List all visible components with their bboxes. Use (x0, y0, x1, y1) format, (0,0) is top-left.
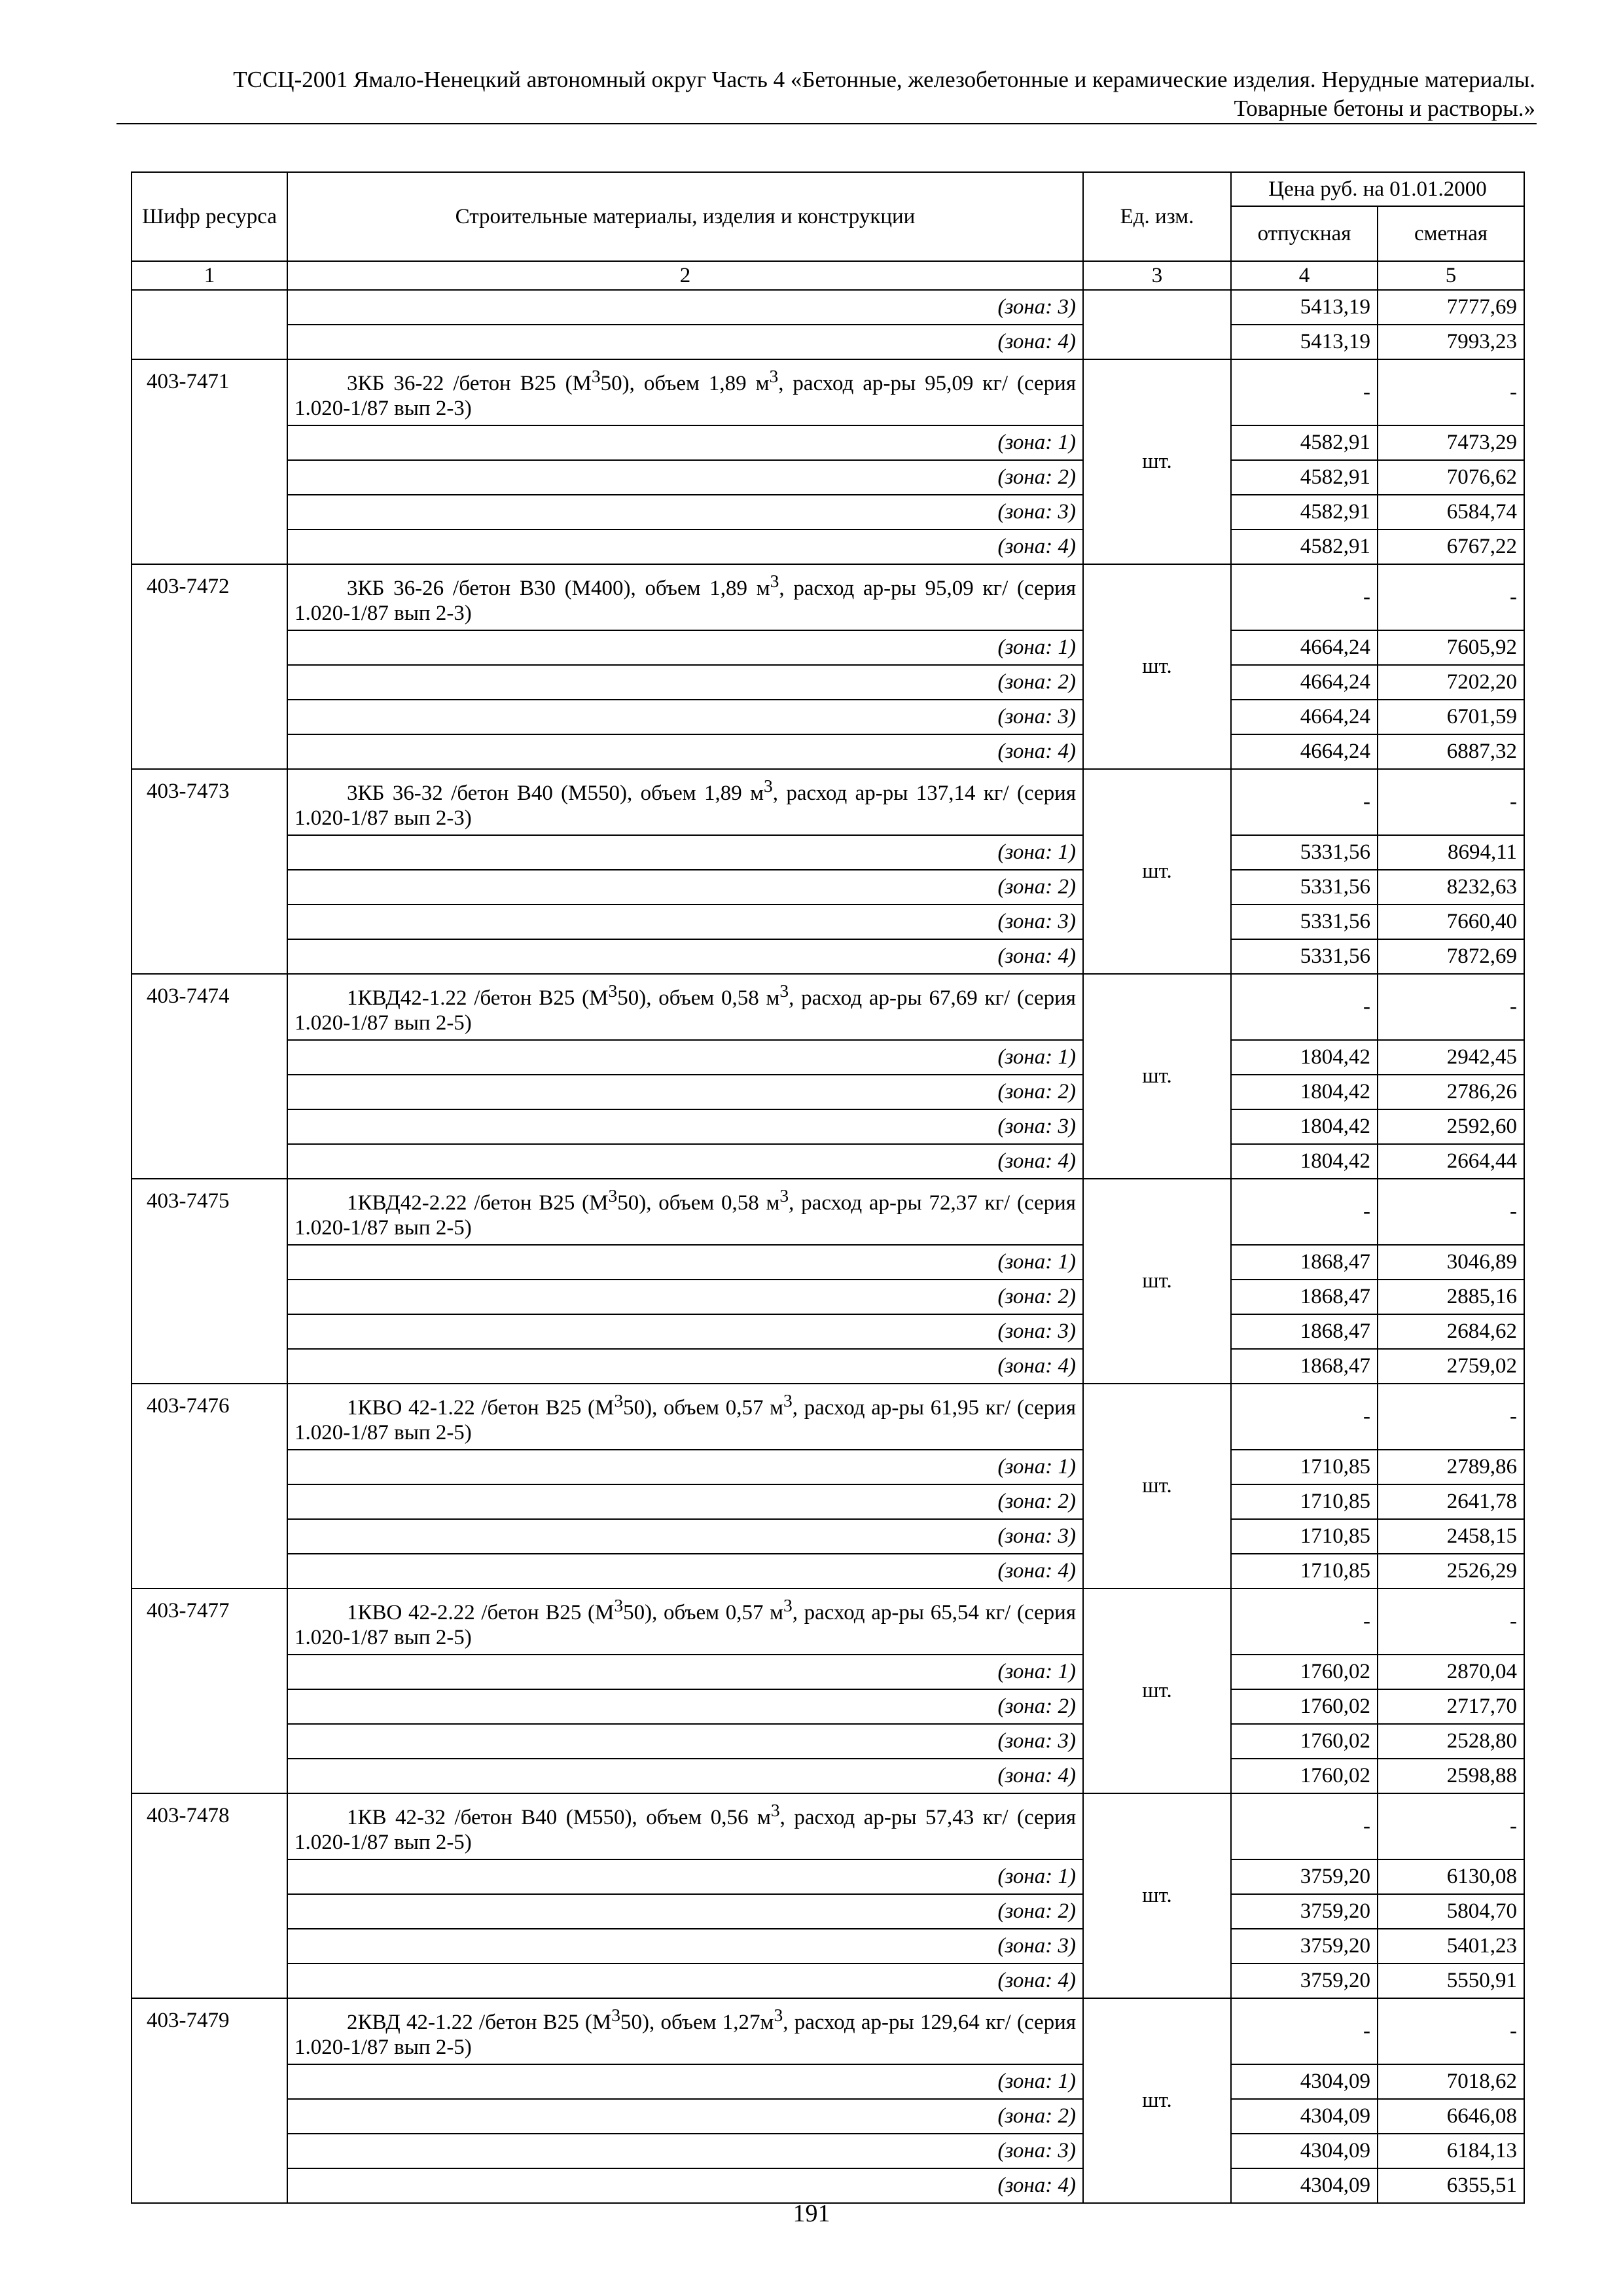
col-number: 2 (287, 261, 1083, 290)
release-price: 3759,20 (1231, 1929, 1378, 1964)
col-header-estimate: сметная (1378, 206, 1524, 261)
estimate-price: - (1378, 1793, 1524, 1859)
description-text: 50), объем 1,27м (620, 2011, 774, 2034)
zone-label: (зона: 3) (287, 1314, 1083, 1349)
col-header-release: отпускная (1231, 206, 1378, 261)
zone-row (132, 1450, 1524, 1484)
superscript: 3 (783, 1390, 793, 1410)
page-header (116, 65, 1535, 123)
table-row (132, 1384, 1524, 1450)
resource-code: 403-7478 (132, 1793, 287, 1998)
estimate-price: 3046,89 (1378, 1245, 1524, 1280)
release-price: 4304,09 (1231, 2064, 1378, 2099)
estimate-price: 6130,08 (1378, 1859, 1524, 1894)
zone-label: (зона: 2) (287, 460, 1083, 495)
zone-label: (зона: 2) (287, 1075, 1083, 1109)
release-price: 4664,24 (1231, 665, 1378, 700)
table-row (132, 1588, 1524, 1655)
estimate-price: 2870,04 (1378, 1655, 1524, 1689)
estimate-price: 2664,44 (1378, 1144, 1524, 1179)
col-number: 5 (1378, 261, 1524, 290)
resource-code: 403-7476 (132, 1384, 287, 1588)
col-header-code: Шифр ресурса (132, 172, 287, 261)
table-row (132, 1179, 1524, 1245)
zone-label: (зона: 2) (287, 1894, 1083, 1929)
zone-label: (зона: 4) (287, 325, 1083, 359)
release-price: 1710,85 (1231, 1554, 1378, 1588)
zone-row (132, 290, 1524, 325)
zone-row (132, 1144, 1524, 1179)
page-number: 191 (793, 2200, 830, 2227)
zone-row (132, 1314, 1524, 1349)
description-text: 3КБ 36-26 /бетон В30 (М400), объем 1,89 м (347, 577, 770, 600)
zone-row (132, 2064, 1524, 2099)
superscript: 3 (614, 1595, 624, 1615)
description-text: , расход ар-ры 65,54 кг/ (серия 1.020-1/87 вып 2-5) (294, 1601, 1077, 1649)
estimate-price: 8232,63 (1378, 870, 1524, 905)
release-price: 4582,91 (1231, 425, 1378, 460)
resource-code: 403-7477 (132, 1588, 287, 1793)
description-text: 50), объем 0,57 м (623, 1601, 783, 1624)
zone-row (132, 835, 1524, 870)
release-price: 3759,20 (1231, 1964, 1378, 1998)
release-price: - (1231, 1179, 1378, 1245)
unit-of-measure: шт. (1083, 1588, 1231, 1793)
estimate-price: 7605,92 (1378, 630, 1524, 665)
zone-row (132, 1724, 1524, 1759)
material-description (287, 564, 1083, 630)
table-body (132, 290, 1524, 2203)
estimate-price: 2942,45 (1378, 1040, 1524, 1075)
release-price: 1760,02 (1231, 1655, 1378, 1689)
zone-label: (зона: 3) (287, 495, 1083, 529)
description-text: , расход ар-ры 72,37 кг/ (серия 1.020-1/87 вып 2-5) (294, 1191, 1076, 1240)
zone-label: (зона: 1) (287, 2064, 1083, 2099)
zone-row (132, 2168, 1524, 2203)
code-cell (132, 290, 287, 359)
zone-label: (зона: 1) (287, 1450, 1083, 1484)
superscript: 3 (614, 1390, 624, 1410)
estimate-price: 6767,22 (1378, 529, 1524, 564)
release-price: 4664,24 (1231, 630, 1378, 665)
unit-of-measure: шт. (1083, 1384, 1231, 1588)
estimate-price: 2759,02 (1378, 1349, 1524, 1384)
description-text: , расход ар-ры 57,43 кг/ (серия 1.020-1/87 вып 2-5) (294, 1806, 1076, 1854)
zone-label: (зона: 3) (287, 290, 1083, 325)
estimate-price: - (1378, 1998, 1524, 2064)
description-text: , расход ар-ры 95,09 кг/ (серия 1.020-1/87 вып 2-3) (294, 577, 1077, 625)
release-price: - (1231, 359, 1378, 425)
estimate-price: - (1378, 1588, 1524, 1655)
release-price: 4582,91 (1231, 495, 1378, 529)
price-table (131, 171, 1525, 2204)
zone-label: (зона: 1) (287, 1655, 1083, 1689)
estimate-price: 2789,86 (1378, 1450, 1524, 1484)
superscript: 3 (764, 776, 773, 796)
zone-row (132, 665, 1524, 700)
material-description (287, 1179, 1083, 1245)
zone-row (132, 1040, 1524, 1075)
col-number: 4 (1231, 261, 1378, 290)
release-price: 1868,47 (1231, 1349, 1378, 1384)
zone-row (132, 1519, 1524, 1554)
description-text: , расход ар-ры 129,64 кг/ (серия 1.020-1/87 вып 2-5) (294, 2011, 1076, 2059)
estimate-price: 2641,78 (1378, 1484, 1524, 1519)
zone-label: (зона: 3) (287, 700, 1083, 734)
material-description (287, 359, 1083, 425)
zone-row (132, 1484, 1524, 1519)
zone-label: (зона: 2) (287, 2099, 1083, 2134)
zone-row (132, 630, 1524, 665)
release-price: - (1231, 974, 1378, 1040)
zone-label: (зона: 2) (287, 1280, 1083, 1314)
resource-code: 403-7475 (132, 1179, 287, 1384)
release-price: 1710,85 (1231, 1450, 1378, 1484)
release-price: - (1231, 1793, 1378, 1859)
description-text: 50), объем 0,58 м (617, 1191, 780, 1215)
unit-of-measure: шт. (1083, 1998, 1231, 2203)
material-description (287, 1793, 1083, 1859)
table-row (132, 769, 1524, 835)
estimate-price: 7872,69 (1378, 939, 1524, 974)
estimate-price: 7993,23 (1378, 325, 1524, 359)
release-price: 4304,09 (1231, 2134, 1378, 2168)
description-text: 50), объем 0,58 м (617, 986, 780, 1010)
resource-code: 403-7472 (132, 564, 287, 769)
estimate-price: - (1378, 359, 1524, 425)
material-description (287, 1384, 1083, 1450)
release-price: 1804,42 (1231, 1109, 1378, 1144)
release-price: 1760,02 (1231, 1759, 1378, 1793)
release-price: 4582,91 (1231, 460, 1378, 495)
col-header-name: Строительные материалы, изделия и конструкции (287, 172, 1083, 261)
release-price: - (1231, 564, 1378, 630)
release-price: 5331,56 (1231, 870, 1378, 905)
estimate-price: 5804,70 (1378, 1894, 1524, 1929)
zone-row (132, 1280, 1524, 1314)
material-description (287, 769, 1083, 835)
estimate-price: 2526,29 (1378, 1554, 1524, 1588)
zone-label: (зона: 4) (287, 734, 1083, 769)
estimate-price: - (1378, 1179, 1524, 1245)
unit-of-measure: шт. (1083, 1793, 1231, 1998)
zone-label: (зона: 1) (287, 1859, 1083, 1894)
zone-label: (зона: 4) (287, 1964, 1083, 1998)
zone-row (132, 425, 1524, 460)
release-price: 1868,47 (1231, 1280, 1378, 1314)
unit-of-measure: шт. (1083, 359, 1231, 564)
superscript: 3 (779, 980, 789, 1001)
release-price: 1868,47 (1231, 1245, 1378, 1280)
col-header-price: Цена руб. на 01.01.2000 (1231, 172, 1524, 206)
estimate-price: 2598,88 (1378, 1759, 1524, 1793)
description-text: 1КВО 42-2.22 /бетон В25 (М (347, 1601, 615, 1624)
release-price: - (1231, 769, 1378, 835)
unit-of-measure: шт. (1083, 974, 1231, 1179)
zone-label: (зона: 3) (287, 1929, 1083, 1964)
release-price: 3759,20 (1231, 1894, 1378, 1929)
estimate-price: - (1378, 769, 1524, 835)
superscript: 3 (783, 1595, 793, 1615)
zone-label: (зона: 3) (287, 905, 1083, 939)
estimate-price: 7076,62 (1378, 460, 1524, 495)
description-text: 3КБ 36-32 /бетон В40 (М550), объем 1,89 м (347, 781, 764, 805)
estimate-price: 7777,69 (1378, 290, 1524, 325)
estimate-price: 6355,51 (1378, 2168, 1524, 2203)
estimate-price: 2458,15 (1378, 1519, 1524, 1554)
zone-label: (зона: 1) (287, 1040, 1083, 1075)
col-number: 1 (132, 261, 287, 290)
superscript: 3 (611, 2005, 620, 2025)
zone-row (132, 1929, 1524, 1964)
estimate-price: 2684,62 (1378, 1314, 1524, 1349)
col-number: 3 (1083, 261, 1231, 290)
release-price: 1710,85 (1231, 1484, 1378, 1519)
zone-label: (зона: 4) (287, 1349, 1083, 1384)
zone-label: (зона: 3) (287, 1519, 1083, 1554)
resource-code: 403-7473 (132, 769, 287, 974)
estimate-price: 6701,59 (1378, 700, 1524, 734)
estimate-price: 5550,91 (1378, 1964, 1524, 1998)
zone-label: (зона: 2) (287, 665, 1083, 700)
superscript: 3 (591, 366, 601, 386)
release-price: 1804,42 (1231, 1144, 1378, 1179)
estimate-price: 2786,26 (1378, 1075, 1524, 1109)
release-price: 5331,56 (1231, 835, 1378, 870)
release-price: 3759,20 (1231, 1859, 1378, 1894)
release-price: 1804,42 (1231, 1075, 1378, 1109)
estimate-price: 6887,32 (1378, 734, 1524, 769)
zone-row (132, 2134, 1524, 2168)
release-price: 1760,02 (1231, 1689, 1378, 1724)
header-rule (116, 123, 1537, 124)
resource-code: 403-7474 (132, 974, 287, 1179)
zone-row (132, 870, 1524, 905)
table-row (132, 359, 1524, 425)
description-text: , расход ар-ры 67,69 кг/ (серия 1.020-1/87 вып 2-5) (294, 986, 1076, 1035)
unit-cell (1083, 290, 1231, 359)
table-row (132, 974, 1524, 1040)
zone-row (132, 2099, 1524, 2134)
zone-label: (зона: 4) (287, 2168, 1083, 2203)
estimate-price: 2592,60 (1378, 1109, 1524, 1144)
zone-label: (зона: 3) (287, 1109, 1083, 1144)
estimate-price: - (1378, 1384, 1524, 1450)
estimate-price: - (1378, 564, 1524, 630)
zone-row (132, 1245, 1524, 1280)
estimate-price: 2717,70 (1378, 1689, 1524, 1724)
zone-row (132, 325, 1524, 359)
description-text: , расход ар-ры 95,09 кг/ (серия 1.020-1/87 вып 2-3) (294, 372, 1076, 420)
zone-label: (зона: 4) (287, 939, 1083, 974)
zone-label: (зона: 2) (287, 1484, 1083, 1519)
estimate-price: 7473,29 (1378, 425, 1524, 460)
header-line-1: ТССЦ-2001 Ямало-Ненецкий автономный округ Часть 4 «Бетонные, железобетонные и керамические изделия. Нерудные материалы. (233, 67, 1535, 92)
table-row (132, 1998, 1524, 2064)
zone-row (132, 1075, 1524, 1109)
zone-label: (зона: 4) (287, 1144, 1083, 1179)
material-description (287, 1588, 1083, 1655)
zone-row (132, 905, 1524, 939)
release-price: 1760,02 (1231, 1724, 1378, 1759)
release-price: 5413,19 (1231, 290, 1378, 325)
zone-label: (зона: 4) (287, 1759, 1083, 1793)
zone-row (132, 1894, 1524, 1929)
release-price: - (1231, 1998, 1378, 2064)
release-price: 5331,56 (1231, 905, 1378, 939)
release-price: - (1231, 1384, 1378, 1450)
description-text: 1КВД42-1.22 /бетон В25 (М (347, 986, 609, 1010)
superscript: 3 (608, 1185, 618, 1206)
resource-code: 403-7471 (132, 359, 287, 564)
zone-row (132, 1859, 1524, 1894)
zone-row (132, 1964, 1524, 1998)
zone-label: (зона: 1) (287, 835, 1083, 870)
zone-row (132, 495, 1524, 529)
zone-label: (зона: 3) (287, 1724, 1083, 1759)
release-price: 4664,24 (1231, 700, 1378, 734)
superscript: 3 (770, 571, 779, 591)
table-row (132, 1793, 1524, 1859)
estimate-price: 6646,08 (1378, 2099, 1524, 2134)
description-text: 3КБ 36-22 /бетон В25 (М (347, 372, 592, 395)
estimate-price: 5401,23 (1378, 1929, 1524, 1964)
zone-row (132, 1349, 1524, 1384)
unit-of-measure: шт. (1083, 564, 1231, 769)
superscript: 3 (779, 1185, 789, 1206)
release-price: 4664,24 (1231, 734, 1378, 769)
estimate-price: 6184,13 (1378, 2134, 1524, 2168)
zone-row (132, 460, 1524, 495)
zone-label: (зона: 2) (287, 1689, 1083, 1724)
estimate-price: 7018,62 (1378, 2064, 1524, 2099)
description-text: 2КВД 42-1.22 /бетон В25 (М (347, 2011, 612, 2034)
description-text: 50), объем 1,89 м (600, 372, 770, 395)
description-text: 1КВД42-2.22 /бетон В25 (М (347, 1191, 609, 1215)
unit-of-measure: шт. (1083, 1179, 1231, 1384)
release-price: 4582,91 (1231, 529, 1378, 564)
superscript: 3 (769, 366, 779, 386)
col-header-unit: Ед. изм. (1083, 172, 1231, 261)
estimate-price: 7202,20 (1378, 665, 1524, 700)
zone-row (132, 1689, 1524, 1724)
zone-label: (зона: 3) (287, 2134, 1083, 2168)
zone-label: (зона: 1) (287, 1245, 1083, 1280)
material-description (287, 1998, 1083, 2064)
release-price: 1710,85 (1231, 1519, 1378, 1554)
estimate-price: 2885,16 (1378, 1280, 1524, 1314)
zone-row (132, 529, 1524, 564)
estimate-price: 7660,40 (1378, 905, 1524, 939)
release-price: 5413,19 (1231, 325, 1378, 359)
release-price: 1804,42 (1231, 1040, 1378, 1075)
zone-row (132, 939, 1524, 974)
zone-row (132, 734, 1524, 769)
zone-row (132, 1554, 1524, 1588)
zone-label: (зона: 1) (287, 425, 1083, 460)
header-line-2: Товарные бетоны и растворы.» (1234, 96, 1535, 121)
estimate-price: 2528,80 (1378, 1724, 1524, 1759)
superscript: 3 (770, 1800, 780, 1820)
description-text: 50), объем 0,57 м (623, 1396, 783, 1420)
description-text: 1КВО 42-1.22 /бетон В25 (М (347, 1396, 615, 1420)
zone-row (132, 1109, 1524, 1144)
release-price: 4304,09 (1231, 2168, 1378, 2203)
table-row (132, 564, 1524, 630)
release-price: - (1231, 1588, 1378, 1655)
superscript: 3 (608, 980, 618, 1001)
zone-row (132, 1655, 1524, 1689)
description-text: , расход ар-ры 137,14 кг/ (серия 1.020-1/87 вып 2-3) (294, 781, 1077, 830)
zone-label: (зона: 2) (287, 870, 1083, 905)
material-description (287, 974, 1083, 1040)
zone-label: (зона: 4) (287, 529, 1083, 564)
superscript: 3 (774, 2005, 783, 2025)
estimate-price: 6584,74 (1378, 495, 1524, 529)
zone-row (132, 700, 1524, 734)
zone-label: (зона: 4) (287, 1554, 1083, 1588)
description-text: , расход ар-ры 61,95 кг/ (серия 1.020-1/87 вып 2-5) (294, 1396, 1077, 1444)
release-price: 4304,09 (1231, 2099, 1378, 2134)
estimate-price: - (1378, 974, 1524, 1040)
zone-row (132, 1759, 1524, 1793)
estimate-price: 8694,11 (1378, 835, 1524, 870)
unit-of-measure: шт. (1083, 769, 1231, 974)
zone-label: (зона: 1) (287, 630, 1083, 665)
description-text: 1КВ 42-32 /бетон В40 (М550), объем 0,56 м (347, 1806, 771, 1829)
resource-code: 403-7479 (132, 1998, 287, 2203)
release-price: 5331,56 (1231, 939, 1378, 974)
release-price: 1868,47 (1231, 1314, 1378, 1349)
